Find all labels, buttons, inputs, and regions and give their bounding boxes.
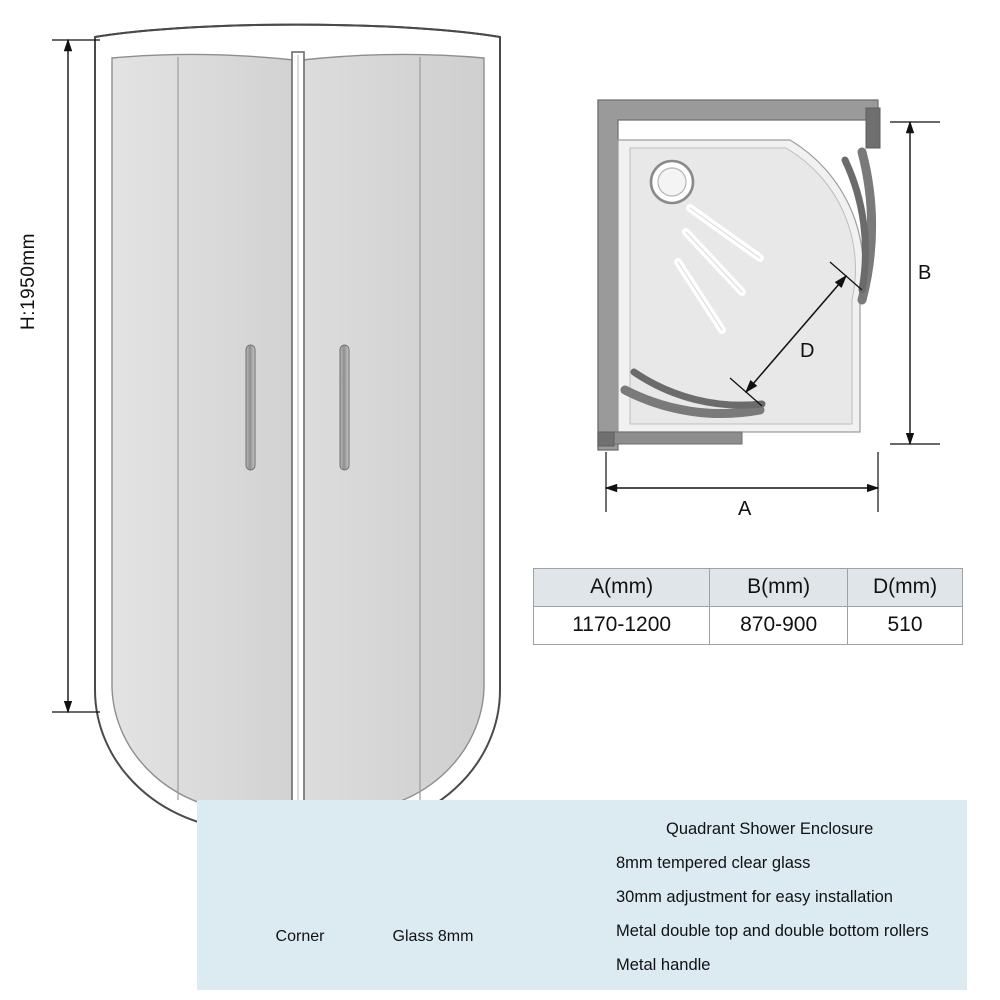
cell-b-value: 870-900 bbox=[710, 607, 848, 645]
list-item: 8mm tempered clear glass bbox=[616, 854, 811, 872]
list-item: Quadrant Shower Enclosure bbox=[666, 820, 874, 838]
column-header-a: A(mm) bbox=[534, 569, 710, 607]
list-item: Metal double top and double bottom rollers bbox=[616, 922, 929, 940]
list-item: Metal handle bbox=[616, 956, 711, 974]
column-header-d: D(mm) bbox=[848, 569, 963, 607]
height-label: H:1950mm bbox=[18, 233, 39, 330]
glass-caption: Glass 8mm bbox=[392, 928, 474, 945]
feature-list bbox=[616, 812, 976, 982]
corner-caption: Corner bbox=[275, 928, 325, 945]
dimension-label-d: D bbox=[800, 340, 815, 362]
cell-d-value: 510 bbox=[848, 607, 963, 645]
dimension-label-a: A bbox=[738, 498, 752, 520]
plan-view bbox=[598, 100, 940, 512]
table-header-row bbox=[534, 569, 963, 607]
table-row bbox=[534, 607, 963, 645]
column-header-b: B(mm) bbox=[710, 569, 848, 607]
list-item: 30mm adjustment for easy installation bbox=[616, 888, 893, 906]
cell-a-value: 1170-1200 bbox=[534, 607, 710, 645]
front-elevation bbox=[52, 25, 500, 830]
dimension-label-b: B bbox=[918, 262, 932, 284]
specification-table bbox=[533, 568, 963, 645]
